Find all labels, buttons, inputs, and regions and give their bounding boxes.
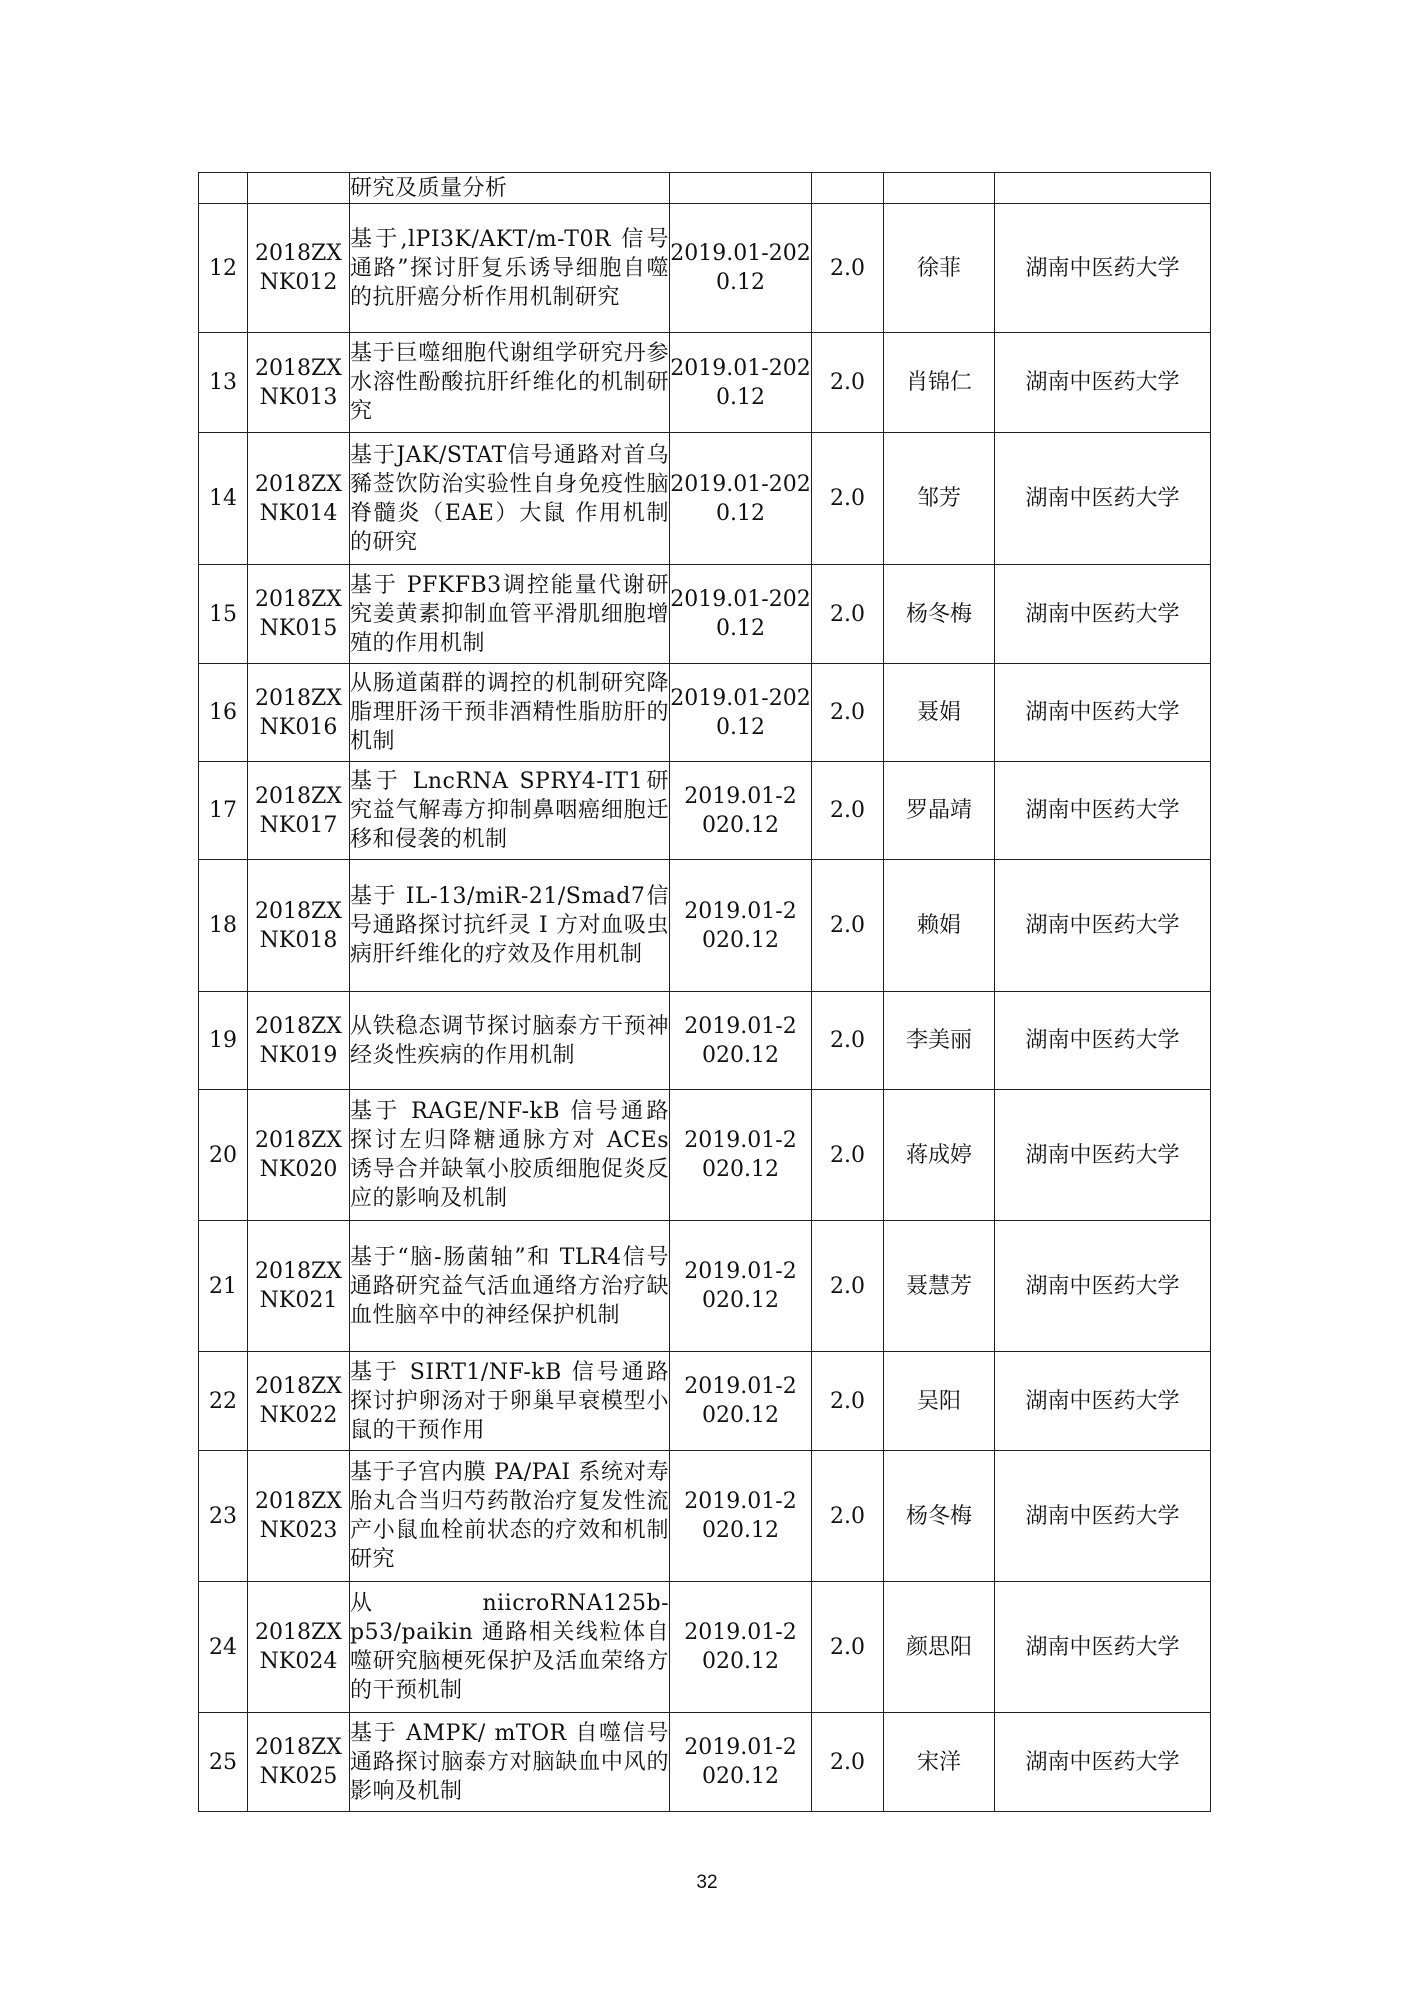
- cell-fund: 2.0: [812, 433, 884, 565]
- code-line: 2018ZX: [255, 241, 342, 266]
- code-line: NK015: [259, 616, 338, 641]
- cell-title: 基于 LncRNA SPRY4-IT1研究益气解毒方抑制鼻咽癌细胞迁移和侵袭的机制: [350, 762, 670, 860]
- code-line: 2018ZX: [255, 1735, 342, 1760]
- table-body: [199, 173, 1211, 1812]
- period-line: 2019.01-202: [670, 471, 811, 497]
- cell-person: 宋洋: [884, 1713, 995, 1812]
- cell-person: 邹芳: [884, 433, 995, 565]
- cell-unit: 湖南中医药大学: [995, 1582, 1211, 1713]
- cell-fund: 2.0: [812, 565, 884, 664]
- period-line: 020.12: [702, 1403, 779, 1428]
- cell-num: 20: [199, 1090, 248, 1221]
- code-line: 2018ZX: [255, 1128, 342, 1153]
- cell-unit: 湖南中医药大学: [995, 1090, 1211, 1221]
- cell-period: [670, 1713, 812, 1812]
- cell-period: [670, 333, 812, 433]
- code-line: NK012: [259, 270, 338, 295]
- code-line: 2018ZX: [255, 898, 342, 924]
- cell-code: [248, 433, 350, 565]
- cell-num: 25: [199, 1713, 248, 1812]
- cell-fund: 2.0: [812, 992, 884, 1090]
- code-line: NK017: [259, 812, 338, 838]
- cell-code: [248, 1451, 350, 1582]
- cell-fund: 2.0: [812, 1582, 884, 1713]
- project-table: [198, 172, 1211, 1812]
- code-line: NK020: [259, 1157, 338, 1182]
- period-line: 0.12: [716, 616, 765, 641]
- cell-code: [248, 333, 350, 433]
- cell-period: [670, 992, 812, 1090]
- cell-unit: 湖南中医药大学: [995, 1352, 1211, 1451]
- cell-fund: 2.0: [812, 1090, 884, 1221]
- period-line: 0.12: [716, 384, 765, 410]
- cell-code-empty: [248, 173, 350, 204]
- cell-title: 从 niicroRNA125b-p53/paikin 通路相关线粒体自噬研究脑梗死保护及活血荣络方的干预机制: [350, 1582, 670, 1713]
- cell-period: [670, 1352, 812, 1451]
- cell-title: 基于 RAGE/NF-kB 信号通路探讨左归降糖通脉方对 ACEs 诱导合并缺氧小胶质细胞促炎反应的影响及机制: [350, 1090, 670, 1221]
- period-line: 020.12: [702, 1288, 779, 1313]
- code-line: NK024: [259, 1649, 338, 1674]
- cell-num: 24: [199, 1582, 248, 1713]
- code-line: 2018ZX: [255, 1013, 342, 1039]
- cell-num: 21: [199, 1221, 248, 1352]
- cell-unit: 湖南中医药大学: [995, 204, 1211, 333]
- cell-num: 12: [199, 204, 248, 333]
- period-line: 2019.01-2: [684, 1620, 797, 1645]
- code-line: NK016: [259, 714, 338, 740]
- table-row: [199, 1451, 1211, 1582]
- cell-code: [248, 664, 350, 762]
- period-line: 0.12: [716, 270, 765, 295]
- cell-code: [248, 1221, 350, 1352]
- code-line: 2018ZX: [255, 355, 342, 381]
- cell-fund: 2.0: [812, 1352, 884, 1451]
- table-row: [199, 860, 1211, 992]
- cell-num: 14: [199, 433, 248, 565]
- cell-fund: 2.0: [812, 204, 884, 333]
- cell-title: 基于 IL-13/miR-21/Smad7信号通路探讨抗纤灵 I 方对血吸虫病肝纤维化的疗效及作用机制: [350, 860, 670, 992]
- cell-title: 基于子宫内膜 PA/PAI 系统对寿胎丸合当归芍药散治疗复发性流产小鼠血栓前状态的疗效和机制研究: [350, 1451, 670, 1582]
- period-line: 2019.01-2: [684, 1735, 797, 1760]
- table-row: [199, 1221, 1211, 1352]
- cell-person: 杨冬梅: [884, 565, 995, 664]
- cell-code: [248, 1352, 350, 1451]
- period-line: 2019.01-2: [684, 898, 797, 924]
- period-line: 2019.01-202: [670, 355, 811, 381]
- code-line: NK013: [259, 384, 338, 410]
- code-line: 2018ZX: [255, 685, 342, 711]
- cell-num: 17: [199, 762, 248, 860]
- cell-code: [248, 1090, 350, 1221]
- cell-title: 从肠道菌群的调控的机制研究降脂理肝汤干预非酒精性脂肪肝的机制: [350, 664, 670, 762]
- cell-period: [670, 1221, 812, 1352]
- period-line: 0.12: [716, 714, 765, 740]
- period-line: 2019.01-2: [684, 1489, 797, 1514]
- code-line: NK025: [259, 1764, 338, 1789]
- cell-num: 22: [199, 1352, 248, 1451]
- cell-person: 聂慧芳: [884, 1221, 995, 1352]
- cell-fund: 2.0: [812, 1713, 884, 1812]
- cell-code: [248, 565, 350, 664]
- code-line: NK023: [259, 1518, 338, 1543]
- cell-fund: 2.0: [812, 762, 884, 860]
- table-row: [199, 664, 1211, 762]
- period-line: 2019.01-2: [684, 1374, 797, 1399]
- cell-period: [670, 204, 812, 333]
- table-row: [199, 333, 1211, 433]
- code-line: 2018ZX: [255, 1489, 342, 1514]
- cell-code: [248, 992, 350, 1090]
- cell-period: [670, 433, 812, 565]
- cell-period: [670, 565, 812, 664]
- cell-title: 基于 AMPK/ mTOR 自噬信号通路探讨脑泰方对脑缺血中风的影响及机制: [350, 1713, 670, 1812]
- cell-unit: 湖南中医药大学: [995, 762, 1211, 860]
- table-row: [199, 762, 1211, 860]
- cell-title: 基于JAK/STAT信号通路对首乌豨莶饮防治实验性自身免疫性脑脊髓炎（EAE）大鼠 作用机制的研究: [350, 433, 670, 565]
- cell-fund: 2.0: [812, 664, 884, 762]
- cell-person: 颜思阳: [884, 1582, 995, 1713]
- cell-code: [248, 860, 350, 992]
- cell-num: 18: [199, 860, 248, 992]
- period-line: 2019.01-202: [670, 241, 811, 266]
- period-line: 2019.01-2: [684, 783, 797, 809]
- cell-fund: 2.0: [812, 860, 884, 992]
- period-line: 020.12: [702, 1518, 779, 1543]
- table-row: [199, 1713, 1211, 1812]
- table-row-continuation: [199, 173, 1211, 204]
- code-line: 2018ZX: [255, 783, 342, 809]
- code-line: 2018ZX: [255, 471, 342, 497]
- code-line: NK018: [259, 927, 338, 953]
- code-line: 2018ZX: [255, 1620, 342, 1645]
- code-line: NK014: [259, 500, 338, 526]
- cell-code: [248, 1582, 350, 1713]
- cell-person: 聂娟: [884, 664, 995, 762]
- period-line: 2019.01-202: [670, 587, 811, 612]
- cell-unit-empty: [995, 173, 1211, 204]
- cell-unit: 湖南中医药大学: [995, 433, 1211, 565]
- cell-fund: 2.0: [812, 1221, 884, 1352]
- code-line: NK021: [259, 1288, 338, 1313]
- cell-title: 基于 PFKFB3调控能量代谢研究姜黄素抑制血管平滑肌细胞增殖的作用机制: [350, 565, 670, 664]
- cell-person: 李美丽: [884, 992, 995, 1090]
- cell-unit: 湖南中医药大学: [995, 1713, 1211, 1812]
- code-line: 2018ZX: [255, 1374, 342, 1399]
- cell-title: 基于 SIRT1/NF-kB 信号通路探讨护卵汤对于卵巢早衰模型小鼠的干预作用: [350, 1352, 670, 1451]
- period-line: 2019.01-2: [684, 1128, 797, 1153]
- cell-unit: 湖南中医药大学: [995, 1221, 1211, 1352]
- cell-unit: 湖南中医药大学: [995, 664, 1211, 762]
- cell-person-empty: [884, 173, 995, 204]
- table-row: [199, 992, 1211, 1090]
- cell-fund: 2.0: [812, 1451, 884, 1582]
- cell-title: 从铁稳态调节探讨脑泰方干预神经炎性疾病的作用机制: [350, 992, 670, 1090]
- cell-unit: 湖南中医药大学: [995, 333, 1211, 433]
- cell-unit: 湖南中医药大学: [995, 992, 1211, 1090]
- cell-code: [248, 204, 350, 333]
- code-line: 2018ZX: [255, 587, 342, 612]
- table-row: [199, 433, 1211, 565]
- cell-unit: 湖南中医药大学: [995, 860, 1211, 992]
- cell-title: 基于巨噬细胞代谢组学研究丹参水溶性酚酸抗肝纤维化的机制研究: [350, 333, 670, 433]
- period-line: 2019.01-202: [670, 685, 811, 711]
- cell-code: [248, 762, 350, 860]
- cell-title-continuation: 研究及质量分析: [350, 173, 670, 204]
- cell-period: [670, 762, 812, 860]
- cell-person: 徐菲: [884, 204, 995, 333]
- period-line: 020.12: [702, 927, 779, 953]
- cell-title: 基于“脑-肠菌轴”和 TLR4信号通路研究益气活血通络方治疗缺血性脑卒中的神经保护机制: [350, 1221, 670, 1352]
- code-line: 2018ZX: [255, 1259, 342, 1284]
- page-number: 32: [696, 1872, 718, 1893]
- cell-fund: 2.0: [812, 333, 884, 433]
- cell-person: 吴阳: [884, 1352, 995, 1451]
- table-row: [199, 1582, 1211, 1713]
- cell-num: 23: [199, 1451, 248, 1582]
- cell-fund-empty: [812, 173, 884, 204]
- cell-num: 13: [199, 333, 248, 433]
- period-line: 2019.01-2: [684, 1259, 797, 1284]
- cell-num: 19: [199, 992, 248, 1090]
- cell-code: [248, 1713, 350, 1812]
- cell-person: 罗晶靖: [884, 762, 995, 860]
- period-line: 020.12: [702, 1042, 779, 1068]
- cell-person: 杨冬梅: [884, 1451, 995, 1582]
- code-line: NK019: [259, 1042, 338, 1068]
- cell-person: 赖娟: [884, 860, 995, 992]
- cell-unit: 湖南中医药大学: [995, 565, 1211, 664]
- period-line: 020.12: [702, 1649, 779, 1674]
- period-line: 020.12: [702, 1764, 779, 1789]
- cell-period: [670, 664, 812, 762]
- cell-person: 肖锦仁: [884, 333, 995, 433]
- table-row: [199, 1090, 1211, 1221]
- cell-title: 基于,lPI3K/AKT/m-T0R 信号通路”探讨肝复乐诱导细胞自噬的抗肝癌分析作用机制研究: [350, 204, 670, 333]
- period-line: 020.12: [702, 812, 779, 838]
- table-row: [199, 1352, 1211, 1451]
- cell-num-empty: [199, 173, 248, 204]
- code-line: NK022: [259, 1403, 338, 1428]
- cell-period: [670, 1451, 812, 1582]
- cell-person: 蒋成婷: [884, 1090, 995, 1221]
- period-line: 020.12: [702, 1157, 779, 1182]
- cell-period: [670, 860, 812, 992]
- cell-period: [670, 1090, 812, 1221]
- cell-num: 16: [199, 664, 248, 762]
- table-row: [199, 204, 1211, 333]
- period-line: 0.12: [716, 500, 765, 526]
- cell-period: [670, 1582, 812, 1713]
- period-line: 2019.01-2: [684, 1013, 797, 1039]
- cell-unit: 湖南中医药大学: [995, 1451, 1211, 1582]
- table-row: [199, 565, 1211, 664]
- cell-num: 15: [199, 565, 248, 664]
- cell-period-empty: [670, 173, 812, 204]
